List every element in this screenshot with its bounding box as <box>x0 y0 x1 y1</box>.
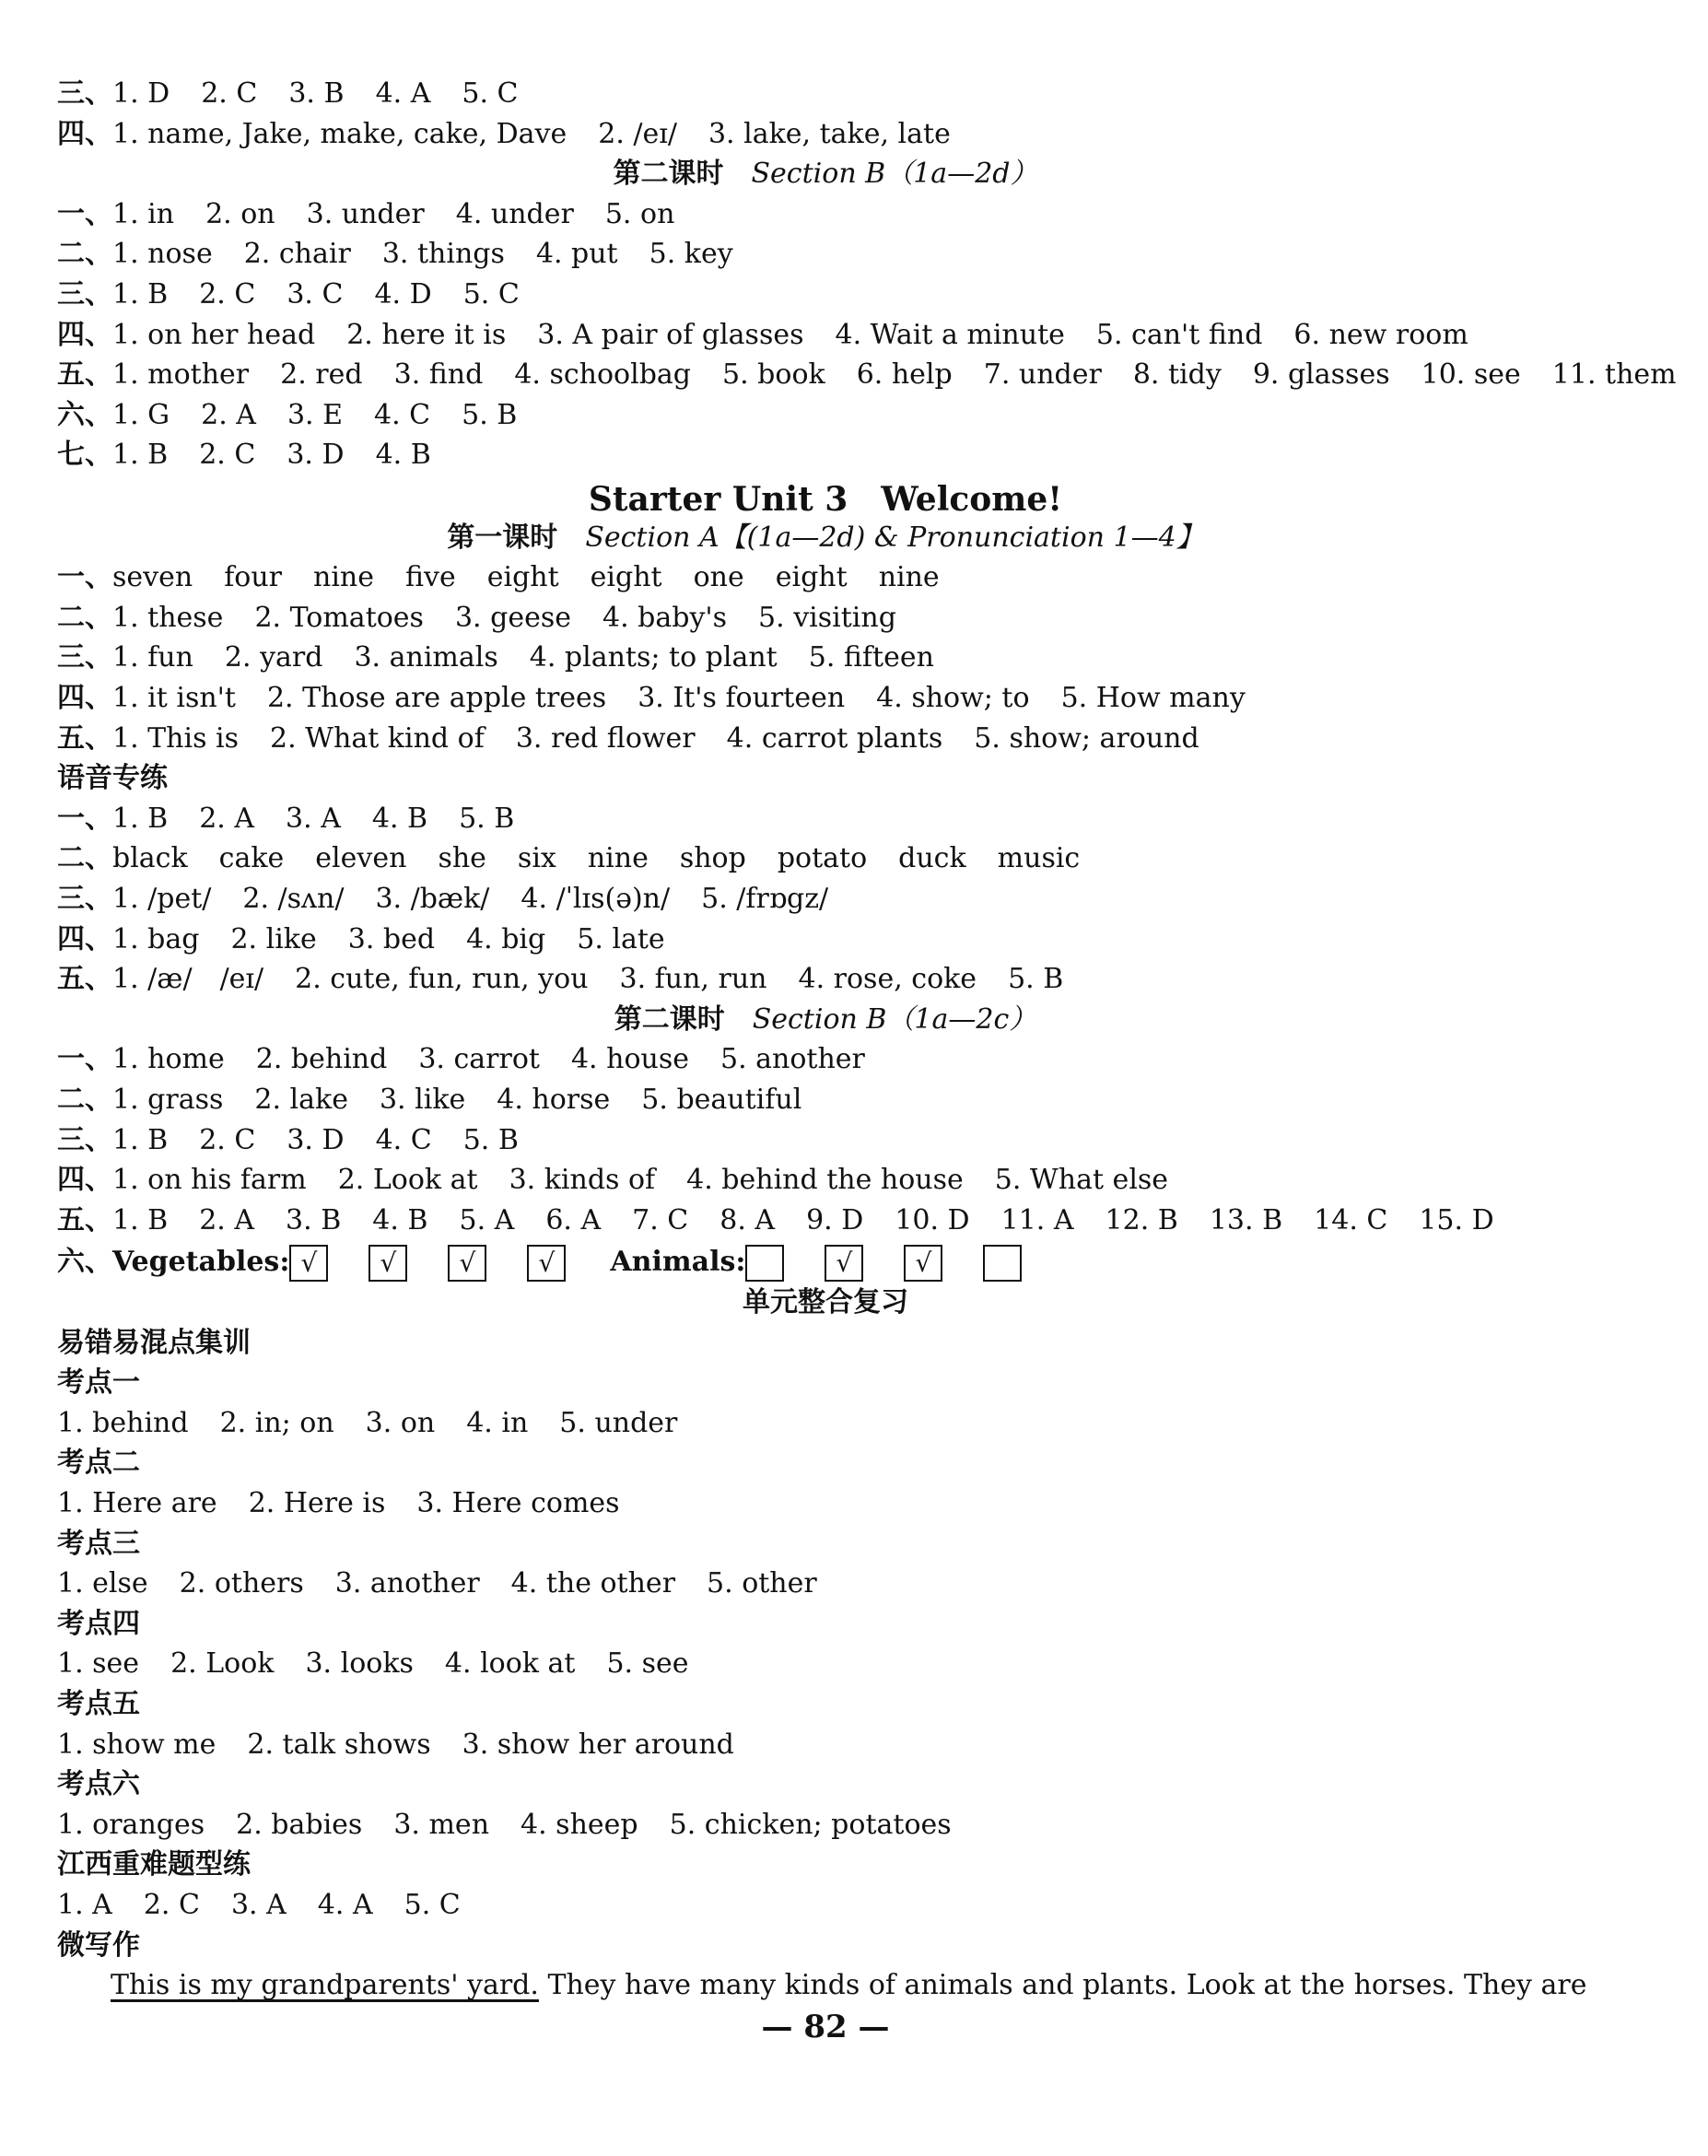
page-number: — 82 — <box>761 2009 890 2045</box>
answer-line <box>57 600 1596 637</box>
answer-line <box>57 1082 1596 1119</box>
question-prefix: 二、 <box>57 238 112 271</box>
answer-item: cake <box>218 842 285 875</box>
answer-item: 4. sheep <box>521 1808 638 1841</box>
point-answers <box>57 1807 1596 1844</box>
answer-item: 3. under <box>306 197 425 230</box>
answer-item: 5. other <box>707 1567 817 1600</box>
lesson-heading <box>0 156 1651 193</box>
answer-item: 5. under <box>559 1406 678 1439</box>
answer-item: four <box>224 561 283 594</box>
answer-item: 2. A <box>199 1203 255 1236</box>
answer-item: 5. How many <box>1060 682 1246 714</box>
answer-item: 4. show; to <box>876 682 1030 714</box>
check-box: √ <box>527 1245 566 1282</box>
answer-item: 2. cute, fun, run, you <box>295 963 589 996</box>
writing-label: 微写作 <box>57 1928 140 1962</box>
question-prefix: 二、 <box>57 1084 112 1116</box>
question-prefix: 三、 <box>57 1123 112 1156</box>
answer-item: 4. Wait a minute <box>835 318 1065 351</box>
check-box: √ <box>369 1245 407 1282</box>
answer-item: 2. C <box>199 439 256 472</box>
answer-item: 3. lake, take, late <box>708 117 951 150</box>
answer-item: 3. another <box>334 1567 480 1600</box>
animals-label: Animals: <box>610 1246 746 1279</box>
check-box: √ <box>448 1245 486 1282</box>
answer-line <box>57 801 1596 838</box>
answer-item: 1. on her head <box>112 318 316 351</box>
answer-item: 3. bed <box>347 922 436 955</box>
lesson-heading <box>0 520 1651 557</box>
lesson-label: 第二课时 <box>614 1002 725 1036</box>
answer-item: 3. men <box>393 1808 490 1841</box>
answer-item: 5. B <box>462 1123 519 1156</box>
answer-item: 7. C <box>632 1203 689 1236</box>
answer-item: 1. A <box>57 1889 112 1921</box>
answer-item: 1. show me <box>57 1728 216 1761</box>
answer-item: 3. carrot <box>418 1043 540 1076</box>
answer-item: 2. A <box>201 398 256 431</box>
answer-item: 3. Here comes <box>416 1487 620 1519</box>
answer-item: 3. show her around <box>462 1728 734 1761</box>
answer-item: 2. /eɪ/ <box>598 117 677 150</box>
answer-item: 2. on <box>205 197 275 230</box>
answer-item: 5. C <box>462 278 520 311</box>
answer-item: 3. /bæk/ <box>375 883 490 915</box>
answer-line <box>57 559 1596 596</box>
answer-item: nine <box>587 842 649 875</box>
answer-item: 5. late <box>577 922 665 955</box>
answer-item: 10. D <box>895 1203 970 1236</box>
answer-item: 5. on <box>604 197 675 230</box>
answer-item: 4. horse <box>497 1084 611 1116</box>
question-prefix: 二、 <box>57 601 112 634</box>
answer-item: 2. chair <box>243 238 351 271</box>
answer-item: 5. C <box>404 1889 461 1921</box>
answer-item: 4. behind the house <box>686 1164 964 1197</box>
answer-item: 3. D <box>287 1123 345 1156</box>
answer-item: 5. another <box>719 1043 865 1076</box>
question-prefix: 四、 <box>57 318 112 351</box>
answer-item: 3. kinds of <box>509 1164 656 1197</box>
answer-line <box>57 76 1596 112</box>
answer-item: five <box>405 561 456 594</box>
question-prefix: 七、 <box>57 439 112 472</box>
answer-item: 1. Here are <box>57 1487 217 1519</box>
answer-item: 1. grass <box>112 1084 224 1116</box>
answer-item: 4. under <box>455 197 574 230</box>
answer-line <box>57 961 1596 998</box>
answer-item: 3. E <box>287 398 344 431</box>
jiangxi-answers <box>57 1887 1596 1924</box>
answer-item: 3. B <box>288 77 345 110</box>
section-label: Section B（1a—2c） <box>752 1002 1037 1036</box>
answer-item: 1. This is <box>112 721 240 755</box>
point-answers <box>57 1485 1596 1522</box>
point-answers <box>57 1727 1596 1763</box>
answer-item: 2. like <box>230 922 317 955</box>
answer-item: 5. /frɒgz/ <box>701 883 829 915</box>
answer-item: 1. bag <box>112 922 200 955</box>
question-prefix: 四、 <box>57 1164 112 1197</box>
answer-item: 4. look at <box>444 1647 576 1681</box>
answer-item: 13. B <box>1209 1203 1283 1236</box>
answer-item: eight <box>775 561 848 594</box>
answer-item: 5. see <box>606 1647 689 1681</box>
answer-item: 3. looks <box>305 1647 414 1681</box>
question-prefix: 一、 <box>57 561 112 594</box>
answer-item: 3. A <box>286 802 341 835</box>
answer-line <box>57 317 1596 354</box>
answer-item: 2. others <box>179 1567 304 1600</box>
vegetables-label: Vegetables: <box>112 1246 290 1279</box>
answer-item: 5. B <box>1008 963 1064 996</box>
answer-line <box>57 357 1677 393</box>
answer-item: 7. under <box>983 358 1102 392</box>
answer-item: potato <box>777 842 868 875</box>
point-label: 考点五 <box>57 1688 140 1720</box>
answer-item: 1. these <box>112 601 224 634</box>
answer-item: 1. see <box>57 1647 140 1681</box>
question-prefix: 五、 <box>57 721 112 755</box>
answer-item: eight <box>590 561 662 594</box>
answer-item: 2. Look at <box>337 1164 478 1197</box>
answer-item: 2. red <box>280 358 363 392</box>
point-answers <box>57 1646 1596 1682</box>
answer-line <box>57 276 1596 313</box>
answer-item: 5. book <box>722 358 825 392</box>
question-prefix: 四、 <box>57 682 112 714</box>
answer-item: 5. C <box>462 77 519 110</box>
answer-item: eleven <box>315 842 407 875</box>
answer-item: 5. key <box>649 238 733 271</box>
answer-item: 2. talk shows <box>247 1728 431 1761</box>
answer-item: 1. /æ/ /eɪ/ <box>112 963 264 996</box>
answer-item: six <box>517 842 556 875</box>
answer-item: 5. What else <box>994 1164 1169 1197</box>
answer-item: 8. A <box>719 1203 776 1236</box>
answer-item: 2. Here is <box>248 1487 386 1519</box>
answer-item: 3. B <box>286 1203 342 1236</box>
answer-item: 5. B <box>459 802 515 835</box>
answer-item: 1. B <box>112 1123 169 1156</box>
answer-item: 10. see <box>1421 358 1521 392</box>
answer-item: 6. new room <box>1293 318 1468 351</box>
answer-item: 1. fun <box>112 641 193 674</box>
answer-item: 3. geese <box>454 601 571 634</box>
answer-item: 4. house <box>570 1043 689 1076</box>
answer-item: 2. C <box>201 77 258 110</box>
answer-item: 15. D <box>1419 1203 1494 1236</box>
question-prefix: 三、 <box>57 883 112 915</box>
answer-item: 3. find <box>393 358 484 392</box>
answer-item: 1. behind <box>57 1406 189 1439</box>
writing-underlined: This is my grandparents' yard. <box>111 1969 539 2002</box>
answer-item: 3. fun, run <box>619 963 767 996</box>
answer-item: eight <box>486 561 559 594</box>
answer-item: 4. D <box>374 278 432 311</box>
answer-item: 2. in; on <box>219 1406 334 1439</box>
unit-title: Starter Unit 3 Welcome! <box>588 480 1063 519</box>
question-prefix: 三、 <box>57 278 112 311</box>
answer-line <box>57 1041 1596 1078</box>
answer-item: 5. B <box>462 398 518 431</box>
point-answers <box>57 1405 1596 1442</box>
check-box: √ <box>825 1245 863 1282</box>
answer-item: 6. A <box>545 1203 602 1236</box>
answer-item: 4. big <box>466 922 546 955</box>
answer-item: 4. rose, coke <box>798 963 977 996</box>
checkbox-answer-line <box>57 1244 1596 1282</box>
answer-line <box>57 680 1596 717</box>
answer-item: 2. Those are apple trees <box>266 682 607 714</box>
answer-item: 11. them <box>1551 358 1677 392</box>
answer-item: 11. A <box>1000 1203 1074 1236</box>
section-label: Section B（1a—2d） <box>751 158 1038 191</box>
answer-item: 1. on his farm <box>112 1164 307 1197</box>
answer-item: 3. animals <box>354 641 498 674</box>
answer-item: 3. things <box>381 238 505 271</box>
writing-text <box>111 1967 1596 2004</box>
answer-item: 4. plants; to plant <box>529 641 778 674</box>
question-prefix: 六、 <box>57 1246 112 1279</box>
answer-line <box>57 1122 1596 1159</box>
answer-item: 4. B <box>372 1203 428 1236</box>
answer-item: she <box>438 842 486 875</box>
answer-item: 4. A <box>317 1889 373 1921</box>
question-prefix: 五、 <box>57 1203 112 1236</box>
answer-item: 1. nose <box>112 238 213 271</box>
question-prefix: 三、 <box>57 641 112 674</box>
answer-item: 4. in <box>466 1406 529 1439</box>
answer-item: 4. put <box>535 238 618 271</box>
answer-line <box>57 881 1596 918</box>
answer-item: duck <box>898 842 966 875</box>
answer-item: 4. /ˈlɪs(ə)n/ <box>521 883 671 915</box>
answer-item: 12. B <box>1105 1203 1178 1236</box>
writing-rest: They have many kinds of animals and plants. Look at the horses. They are <box>538 1969 1587 2002</box>
check-box <box>745 1245 784 1282</box>
answer-item: 2. C <box>143 1889 200 1921</box>
answer-item: 1. else <box>57 1567 148 1600</box>
answer-item: 2. lake <box>254 1084 348 1116</box>
point-label: 考点三 <box>57 1527 140 1560</box>
answer-line <box>57 1202 1596 1239</box>
answer-item: 5. A <box>459 1203 515 1236</box>
answer-line <box>57 397 1596 434</box>
answer-item: 2. What kind of <box>270 721 485 755</box>
answer-item: 4. B <box>371 802 428 835</box>
answer-item: 1. /pet/ <box>112 883 212 915</box>
question-prefix: 五、 <box>57 963 112 996</box>
answer-line <box>57 921 1596 958</box>
answer-item: 4. C <box>375 1123 432 1156</box>
answer-item: 2. Tomatoes <box>254 601 424 634</box>
answer-item: 4. B <box>375 439 431 472</box>
check-box: √ <box>289 1245 328 1282</box>
answer-line <box>57 437 1596 474</box>
question-prefix: 六、 <box>57 398 112 431</box>
point-label: 考点四 <box>57 1607 140 1640</box>
answer-item: 2. A <box>199 802 255 835</box>
answer-item: 2. here it is <box>346 318 507 351</box>
review-title: 单元整合复习 <box>743 1286 908 1318</box>
question-prefix: 四、 <box>57 922 112 955</box>
jiangxi-label: 江西重难题型练 <box>57 1848 251 1881</box>
lesson-label: 第一课时 <box>447 521 558 554</box>
answer-item: 5. visiting <box>758 601 896 634</box>
answer-item: 4. C <box>374 398 431 431</box>
answer-item: 5. fifteen <box>808 641 934 674</box>
answer-item: 3. A <box>230 1889 287 1921</box>
answer-item: 1. mother <box>112 358 250 392</box>
answer-item: 3. A pair of glasses <box>537 318 804 351</box>
answer-item: shop <box>679 842 746 875</box>
check-box <box>983 1245 1022 1282</box>
answer-item: 5. show; around <box>974 721 1199 755</box>
answer-item: 2. behind <box>255 1043 388 1076</box>
answer-line <box>57 721 1596 757</box>
answer-item: 1. B <box>112 802 169 835</box>
section-label-phonics: 语音专练 <box>57 762 168 795</box>
answer-item: 1. D <box>112 77 170 110</box>
point-label: 考点六 <box>57 1768 140 1801</box>
answer-line <box>57 236 1596 273</box>
answer-item: 2. /sʌn/ <box>242 883 345 915</box>
answer-item: 4. carrot plants <box>726 721 943 755</box>
question-prefix: 五、 <box>57 358 112 392</box>
answer-item: 4. A <box>375 77 431 110</box>
question-prefix: 二、 <box>57 842 112 875</box>
answer-item: 3. C <box>287 278 344 311</box>
answer-item: 2. yard <box>224 641 323 674</box>
answer-item: 4. schoolbag <box>514 358 692 392</box>
answer-item: one <box>693 561 744 594</box>
answer-item: 3. It's fourteen <box>638 682 846 714</box>
answer-item: 5. beautiful <box>641 1084 802 1116</box>
answer-item: 14. C <box>1314 1203 1388 1236</box>
lesson-heading <box>0 1002 1651 1038</box>
answer-item: 2. C <box>199 1123 256 1156</box>
answer-item: 5. chicken; potatoes <box>669 1808 952 1841</box>
answer-item: 9. D <box>806 1203 864 1236</box>
point-answers <box>57 1565 1596 1602</box>
answer-item: 1. it isn't <box>112 682 236 714</box>
answer-item: 1. oranges <box>57 1808 205 1841</box>
answer-item: music <box>997 842 1081 875</box>
answer-line <box>57 639 1596 676</box>
answer-item: 1. home <box>112 1043 225 1076</box>
answer-item: 1. B <box>112 278 169 311</box>
question-prefix: 三、 <box>57 77 112 110</box>
answer-item: nine <box>313 561 375 594</box>
answer-line <box>57 840 1596 877</box>
lesson-label: 第二课时 <box>613 158 724 191</box>
answer-item: 6. help <box>856 358 953 392</box>
question-prefix: 一、 <box>57 802 112 835</box>
answer-line <box>57 1162 1596 1199</box>
answer-line <box>57 196 1596 233</box>
answer-item: 3. red flower <box>515 721 696 755</box>
answer-item: 1. B <box>112 1203 169 1236</box>
point-label: 考点二 <box>57 1447 140 1480</box>
review-subtitle: 易错易混点集训 <box>57 1326 251 1359</box>
answer-item: seven <box>112 561 193 594</box>
answer-item: nine <box>878 561 940 594</box>
answer-item: 5. can't find <box>1095 318 1263 351</box>
answer-item: black <box>112 842 188 875</box>
answer-item: 2. Look <box>170 1647 275 1681</box>
answer-item: 4. the other <box>510 1567 676 1600</box>
answer-line <box>57 116 1596 153</box>
question-prefix: 一、 <box>57 1043 112 1076</box>
point-label: 考点一 <box>57 1366 140 1400</box>
answer-item: 3. on <box>365 1406 436 1439</box>
section-label: Section A【(1a—2d) & Pronunciation 1—4】 <box>585 521 1204 554</box>
answer-item: 3. D <box>287 439 345 472</box>
question-prefix: 四、 <box>57 117 112 150</box>
answer-item: 1. G <box>112 398 170 431</box>
answer-item: 1. in <box>112 197 175 230</box>
answer-item: 2. C <box>199 278 256 311</box>
answer-item: 3. like <box>379 1084 466 1116</box>
answer-item: 8. tidy <box>1132 358 1222 392</box>
check-box: √ <box>904 1245 942 1282</box>
answer-item: 1. B <box>112 439 169 472</box>
answer-item: 2. babies <box>236 1808 363 1841</box>
answer-item: 9. glasses <box>1252 358 1390 392</box>
question-prefix: 一、 <box>57 197 112 230</box>
answer-item: 1. name, Jake, make, cake, Dave <box>112 117 567 150</box>
answer-item: 4. baby's <box>602 601 728 634</box>
